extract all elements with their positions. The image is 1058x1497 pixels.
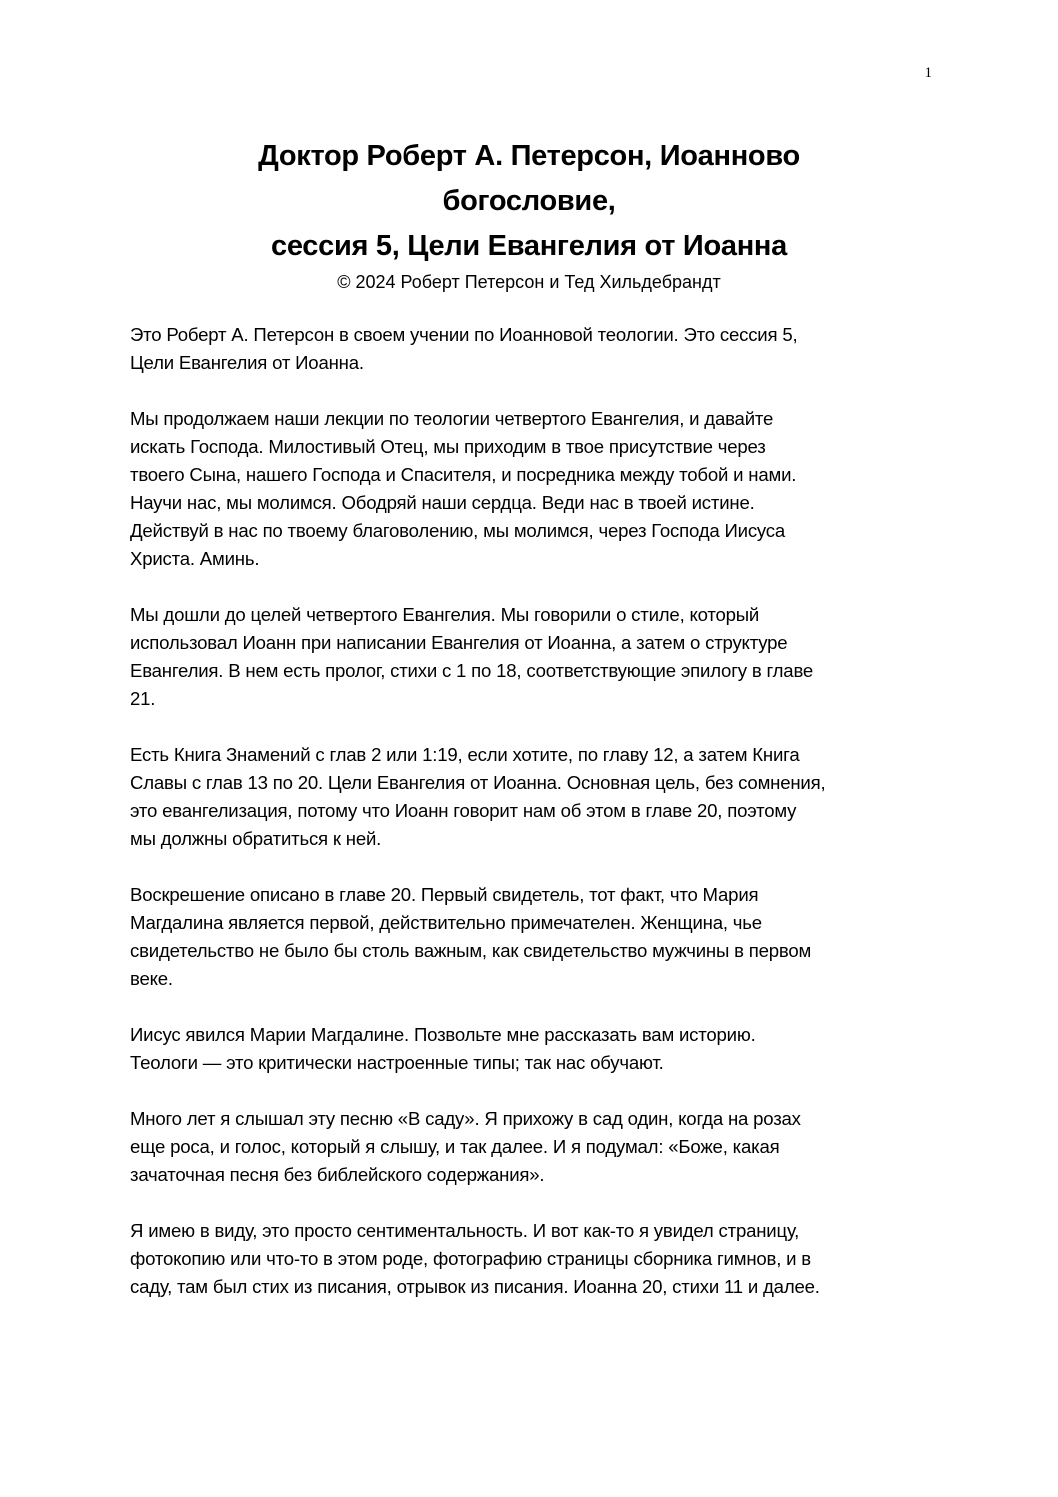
text-line: 21. bbox=[130, 688, 156, 709]
paragraph bbox=[130, 741, 930, 853]
text-line: веке. bbox=[130, 968, 173, 989]
text-line: свидетельство не было бы столь важным, как свидетельство мужчины в первом bbox=[130, 940, 812, 961]
paragraph bbox=[130, 321, 930, 377]
text-line: Христа. Аминь. bbox=[130, 548, 260, 569]
paragraph bbox=[130, 601, 930, 713]
title-line: богословие, bbox=[442, 185, 616, 217]
title-line: Доктор Роберт А. Петерсон, Иоанново bbox=[258, 140, 800, 172]
text-line: Научи нас, мы молимся. Ободряй наши сердца. Веди нас в твоей истине. bbox=[130, 492, 755, 513]
text-line: это евангелизация, потому что Иоанн говорит нам об этом в главе 20, поэтому bbox=[130, 800, 797, 821]
text-line: зачаточная песня без библейского содержания». bbox=[130, 1164, 545, 1185]
text-line: использовал Иоанн при написании Евангелия от Иоанна, а затем о структуре bbox=[130, 632, 788, 653]
text-line: Это Роберт А. Петерсон в своем учении по Иоанновой теологии. Это сессия 5, bbox=[130, 324, 798, 345]
text-line: Иисус явился Марии Магдалине. Позвольте мне рассказать вам историю. bbox=[130, 1024, 756, 1045]
paragraph bbox=[130, 881, 930, 993]
text-line: Евангелия. В нем есть пролог, стихи с 1 по 18, соответствующие эпилогу в главе bbox=[130, 660, 814, 681]
text-line: Славы с глав 13 по 20. Цели Евангелия от Иоанна. Основная цель, без сомнения, bbox=[130, 772, 826, 793]
text-line: Воскрешение описано в главе 20. Первый свидетель, тот факт, что Мария bbox=[130, 884, 759, 905]
text-line: саду, там был стих из писания, отрывок из писания. Иоанна 20, стихи 11 и далее. bbox=[130, 1276, 820, 1297]
text-line: Теологи — это критически настроенные типы; так нас обучают. bbox=[130, 1052, 664, 1073]
text-line: твоего Сына, нашего Господа и Спасителя, и посредника между тобой и нами. bbox=[130, 464, 797, 485]
text-line: искать Господа. Милостивый Отец, мы приходим в твое присутствие через bbox=[130, 436, 766, 457]
text-line: Мы продолжаем наши лекции по теологии четвертого Евангелия, и давайте bbox=[130, 408, 774, 429]
text-line: Много лет я слышал эту песню «В саду». Я прихожу в сад один, когда на розах bbox=[130, 1108, 801, 1129]
document-body bbox=[130, 321, 930, 1329]
text-line: Магдалина является первой, действительно примечателен. Женщина, чье bbox=[130, 912, 762, 933]
text-line: мы должны обратиться к ней. bbox=[130, 828, 382, 849]
paragraph bbox=[130, 1021, 930, 1077]
copyright-notice: © 2024 Роберт Петерсон и Тед Хильдебрандт bbox=[337, 272, 721, 292]
paragraph bbox=[130, 1217, 930, 1301]
page-number: 1 bbox=[924, 65, 932, 81]
text-line: Действуй в нас по твоему благоволению, мы молимся, через Господа Иисуса bbox=[130, 520, 786, 541]
text-line: Есть Книга Знамений с глав 2 или 1:19, если хотите, по главу 12, а затем Книга bbox=[130, 744, 800, 765]
text-line: Мы дошли до целей четвертого Евангелия. Мы говорили о стиле, который bbox=[130, 604, 760, 625]
paragraph bbox=[130, 1105, 930, 1189]
text-line: Я имею в виду, это просто сентиментальность. И вот как-то я увидел страницу, bbox=[130, 1220, 800, 1241]
title-line: сессия 5, Цели Евангелия от Иоанна bbox=[271, 230, 787, 262]
text-line: Цели Евангелия от Иоанна. bbox=[130, 352, 364, 373]
document-header bbox=[120, 134, 938, 295]
text-line: еще роса, и голос, который я слышу, и так далее. И я подумал: «Боже, какая bbox=[130, 1136, 780, 1157]
paragraph bbox=[130, 405, 930, 573]
text-line: фотокопию или что-то в этом роде, фотографию страницы сборника гимнов, и в bbox=[130, 1248, 811, 1269]
